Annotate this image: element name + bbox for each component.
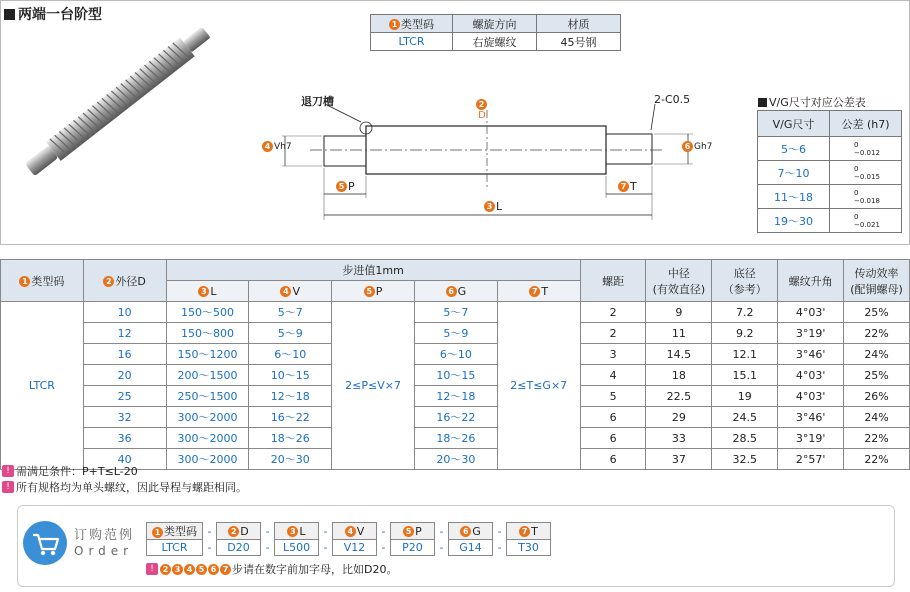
number-2-icon: 2 xyxy=(103,276,114,287)
table-row: 19～30 0 −0.021 xyxy=(758,209,902,233)
order-label-en: Order xyxy=(74,544,134,558)
spec-table: 1 类型码 2 外径D 步进值1mm 螺距 中径 (有效直径) 底径 （参考） 螺纹升角 传动效率 (配铜螺母) 3 L 4 V 5 P 6 G 7 T LTCR 10 150～500 5～7 2≤P≤V×7 5～7 2≤T≤G×7 2 9 7.2 4°03' 25% 12 150～800 5～9 5～9 2 11 9.2 3°19' 22% 16 150～1200 6～10 6～10 3 14.5 12.1 3°46' 24% 20 200～1500 10～15 10～15 4 18 15.1 4°03' 25% 25 250～1500 12～18 12～18 5 22.5 19 4°03' 26% 32 300～2000 16～22 16～22 6 29 24.5 3°46' 24% 36 300～2000 18～26 18～26 6 33 28.5 3°19' 22% 40 300～2000 20～30 20～30 6 37 32.5 2°57' 22% xyxy=(0,259,910,470)
chamfer-label: 2-C0.5 xyxy=(654,93,691,106)
table-row: 11～18 0 −0.018 xyxy=(758,185,902,209)
table-row: 12 150～800 5～9 5～9 2 11 9.2 3°19' 22% xyxy=(1,323,910,344)
table-row: 40 300～2000 20～30 20～30 6 37 32.5 2°57' 22% xyxy=(1,449,910,470)
number-5-icon: 5 xyxy=(336,181,347,192)
number-6-icon: 6 xyxy=(682,141,693,152)
dim-D: 2 D xyxy=(476,99,488,121)
note-condition: ! 需满足条件：P+T≤L-20 xyxy=(2,463,138,479)
tolerance-table: V/G尺寸 公差 (h7) 5～6 0 −0.012 7～10 0 −0.015 11～18 0 −0.018 19～30 0 −0.021 xyxy=(757,110,902,233)
dim-L: 3 L xyxy=(484,200,502,213)
table-row: 25 250～1500 12～18 12～18 5 22.5 19 4°03' 26% xyxy=(1,386,910,407)
dim-V: 4 Vh7 xyxy=(262,141,292,152)
number-5-icon: 5 xyxy=(364,286,375,297)
warning-icon: ! xyxy=(2,465,14,477)
square-bullet-icon xyxy=(758,98,767,107)
note-single-thread: ! 所有规格均为单头螺纹，因此导程与螺距相同。 xyxy=(2,479,247,495)
warning-icon: ! xyxy=(2,481,14,493)
number-1-icon: 1 xyxy=(19,276,30,287)
order-label-cn: 订购范例 xyxy=(74,528,135,543)
number-5-icon: 5 xyxy=(403,526,414,537)
number-6-icon: 6 xyxy=(460,526,471,537)
table-row: 5～6 0 −0.012 xyxy=(758,137,902,161)
number-3-icon: 3 xyxy=(484,201,495,212)
number-7-icon: 7 xyxy=(618,181,629,192)
number-4-icon: 4 xyxy=(262,141,273,152)
square-bullet-icon xyxy=(4,9,15,20)
number-2-icon: 2 xyxy=(228,526,239,537)
screw-photo xyxy=(12,28,222,178)
table-row: 32 300～2000 16～22 16～22 6 29 24.5 3°46' 24% xyxy=(1,407,910,428)
dim-T: 7 T xyxy=(618,180,637,193)
warning-icon: ! xyxy=(146,563,158,575)
type-table: 1 类型码 螺旋方向 材质 LTCR 右旋螺纹 45号钢 xyxy=(370,14,621,51)
cart-icon xyxy=(22,520,68,566)
tolerance-title: V/G尺寸对应公差表 xyxy=(758,94,866,110)
number-1-icon: 1 xyxy=(389,19,400,30)
number-7-icon: 7 xyxy=(519,526,530,537)
number-3-icon: 3 xyxy=(198,286,209,297)
table-row: LTCR 10 150～500 5～7 2≤P≤V×7 5～7 2≤T≤G×7 2 9 7.2 4°03' 25% xyxy=(1,302,910,323)
number-4-icon: 4 xyxy=(345,526,356,537)
number-7-icon: 7 xyxy=(529,286,540,297)
table-row: 36 300～2000 18～26 18～26 6 33 28.5 3°19' 22% xyxy=(1,428,910,449)
dim-G: 6 Gh7 xyxy=(682,141,712,152)
order-note: ! 2 3 4 5 6 7 步请在数字前加字母，比如D20。 xyxy=(146,561,397,577)
number-3-icon: 3 xyxy=(287,526,298,537)
table-row: 7～10 0 −0.015 xyxy=(758,161,902,185)
number-6-icon: 6 xyxy=(446,286,457,297)
number-1-icon: 1 xyxy=(152,527,163,538)
table-row: 20 200～1500 10～15 10～15 4 18 15.1 4°03' 25% xyxy=(1,365,910,386)
dim-P: 5 P xyxy=(336,180,355,193)
number-4-icon: 4 xyxy=(280,286,291,297)
table-row: 16 150～1200 6～10 6～10 3 14.5 12.1 3°46' 24% xyxy=(1,344,910,365)
number-2-icon: 2 xyxy=(476,99,487,110)
order-table: 1 类型码 - 2 D - 3 L - 4 V - 5 P - 6 G - 7 T LTCR - D20 - L500 - V12 - P20 - G14 - T30 xyxy=(146,522,551,556)
page-title: 两端一台阶型 xyxy=(4,4,102,24)
undercut-label: 退刀槽 xyxy=(301,95,334,108)
